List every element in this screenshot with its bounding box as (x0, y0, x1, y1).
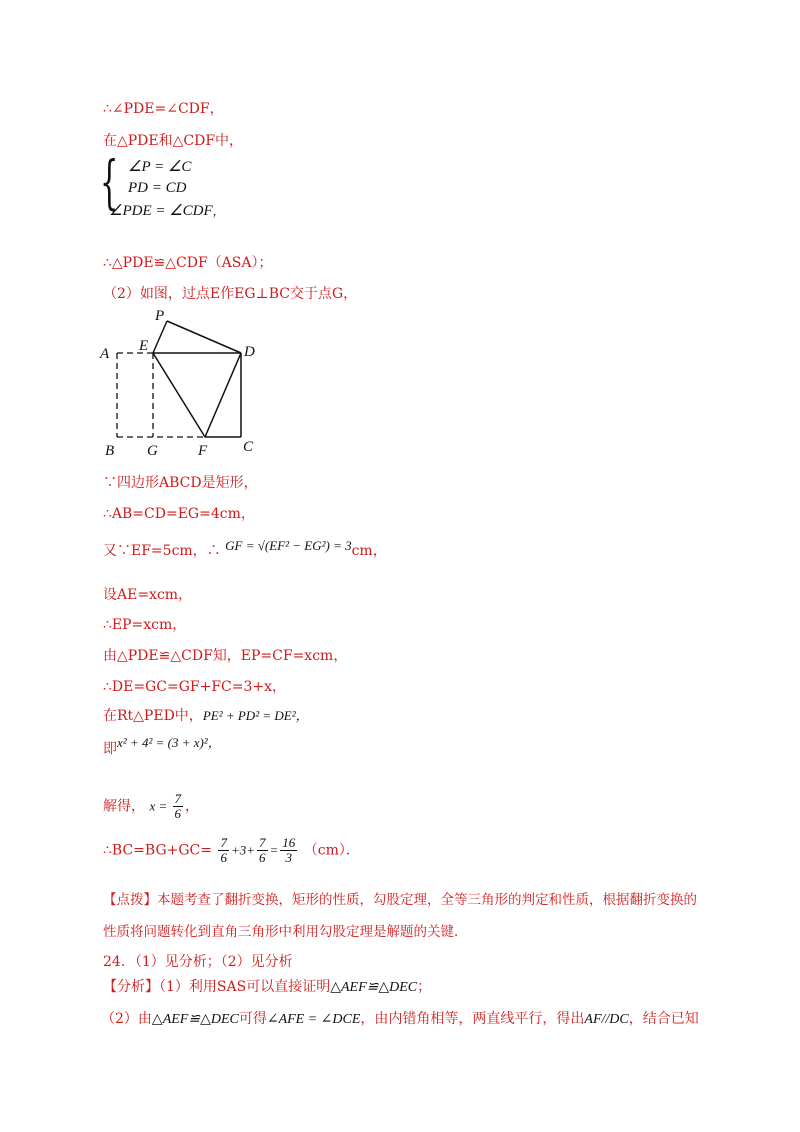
text-line: 在Rt△PED中，PE² + PD² = DE²， (103, 708, 309, 724)
text-line: ∴AB=CD=EG=4cm， (103, 506, 255, 522)
text-line: 24．（1）见分析；（2）见分析 (103, 954, 293, 970)
system-eq-3: ∠PDE = ∠CDF， (109, 203, 224, 219)
text-line: 在△PDE和△CDF中， (103, 133, 244, 149)
text-line: （2）由△AEF≌△DEC可得∠AFE = ∠DCE，由内错角相等，两直线平行，得出AF//DC，结合已知 (101, 1011, 699, 1027)
label-F: F (198, 443, 208, 459)
geometry-figure (95, 303, 275, 463)
label-C: C (243, 439, 254, 455)
text-line: ∴DE=GC=GF+FC=3+x， (103, 679, 287, 695)
text-line: 由△PDE≌△CDF知，EP=CF=xcm， (103, 648, 348, 664)
label-A: A (100, 346, 110, 362)
system-brace: { (100, 148, 119, 216)
text-line: 性质将问题转化到直角三角形中利用勾股定理是解题的关键． (103, 924, 468, 940)
text-line: ∵四边形ABCD是矩形， (103, 475, 258, 491)
text-line: ∴∠PDE=∠CDF， (103, 101, 224, 117)
label-D: D (244, 344, 255, 360)
label-B: B (105, 443, 115, 459)
text-line: 即x² + 4² = (3 + x)²， (103, 735, 221, 757)
text-line: 又∵EF=5cm，∴ GF = √(EF² − EG²) = 3cm， (103, 538, 387, 559)
label-G: G (147, 443, 158, 459)
formula-pythagoras: PE² + PD² = DE²， (202, 708, 309, 723)
text-line: ∴BC=BG+GC= $\frac{7}{6}$ +3+ $\frac{7}{6}$ = $\frac{16}{3}$ （cm）． (103, 835, 360, 865)
text-line: 解得， x = $\frac{7}{6}$ ， (103, 791, 199, 821)
text-line: 【点拨】本题考查了翻折变换，矩形的性质，勾股定理，全等三角形的判定和性质，根据翻折变换的 (103, 892, 697, 908)
formula-equation: x² + 4² = (3 + x)²， (117, 735, 221, 750)
text-line: 设AE=xcm， (103, 587, 193, 603)
fraction-7-6: $\frac{7}{6}$ (174, 791, 181, 821)
system-eq-1: ∠P = ∠C (128, 159, 192, 175)
text-line: 【分析】（1）利用SAS可以直接证明△AEF≌△DEC； (103, 979, 432, 995)
label-P: P (155, 308, 165, 324)
text-line: ∴△PDE≌△CDF（ASA）； (103, 255, 273, 271)
system-eq-2: PD = CD (128, 180, 187, 196)
formula-gf: GF = √(EF² − EG²) = 3 (225, 538, 352, 553)
text-line: ∴EP=xcm， (103, 617, 187, 633)
text-line: （2）如图，过点E作EG⊥BC交于点G， (103, 286, 358, 302)
label-E: E (139, 338, 149, 354)
